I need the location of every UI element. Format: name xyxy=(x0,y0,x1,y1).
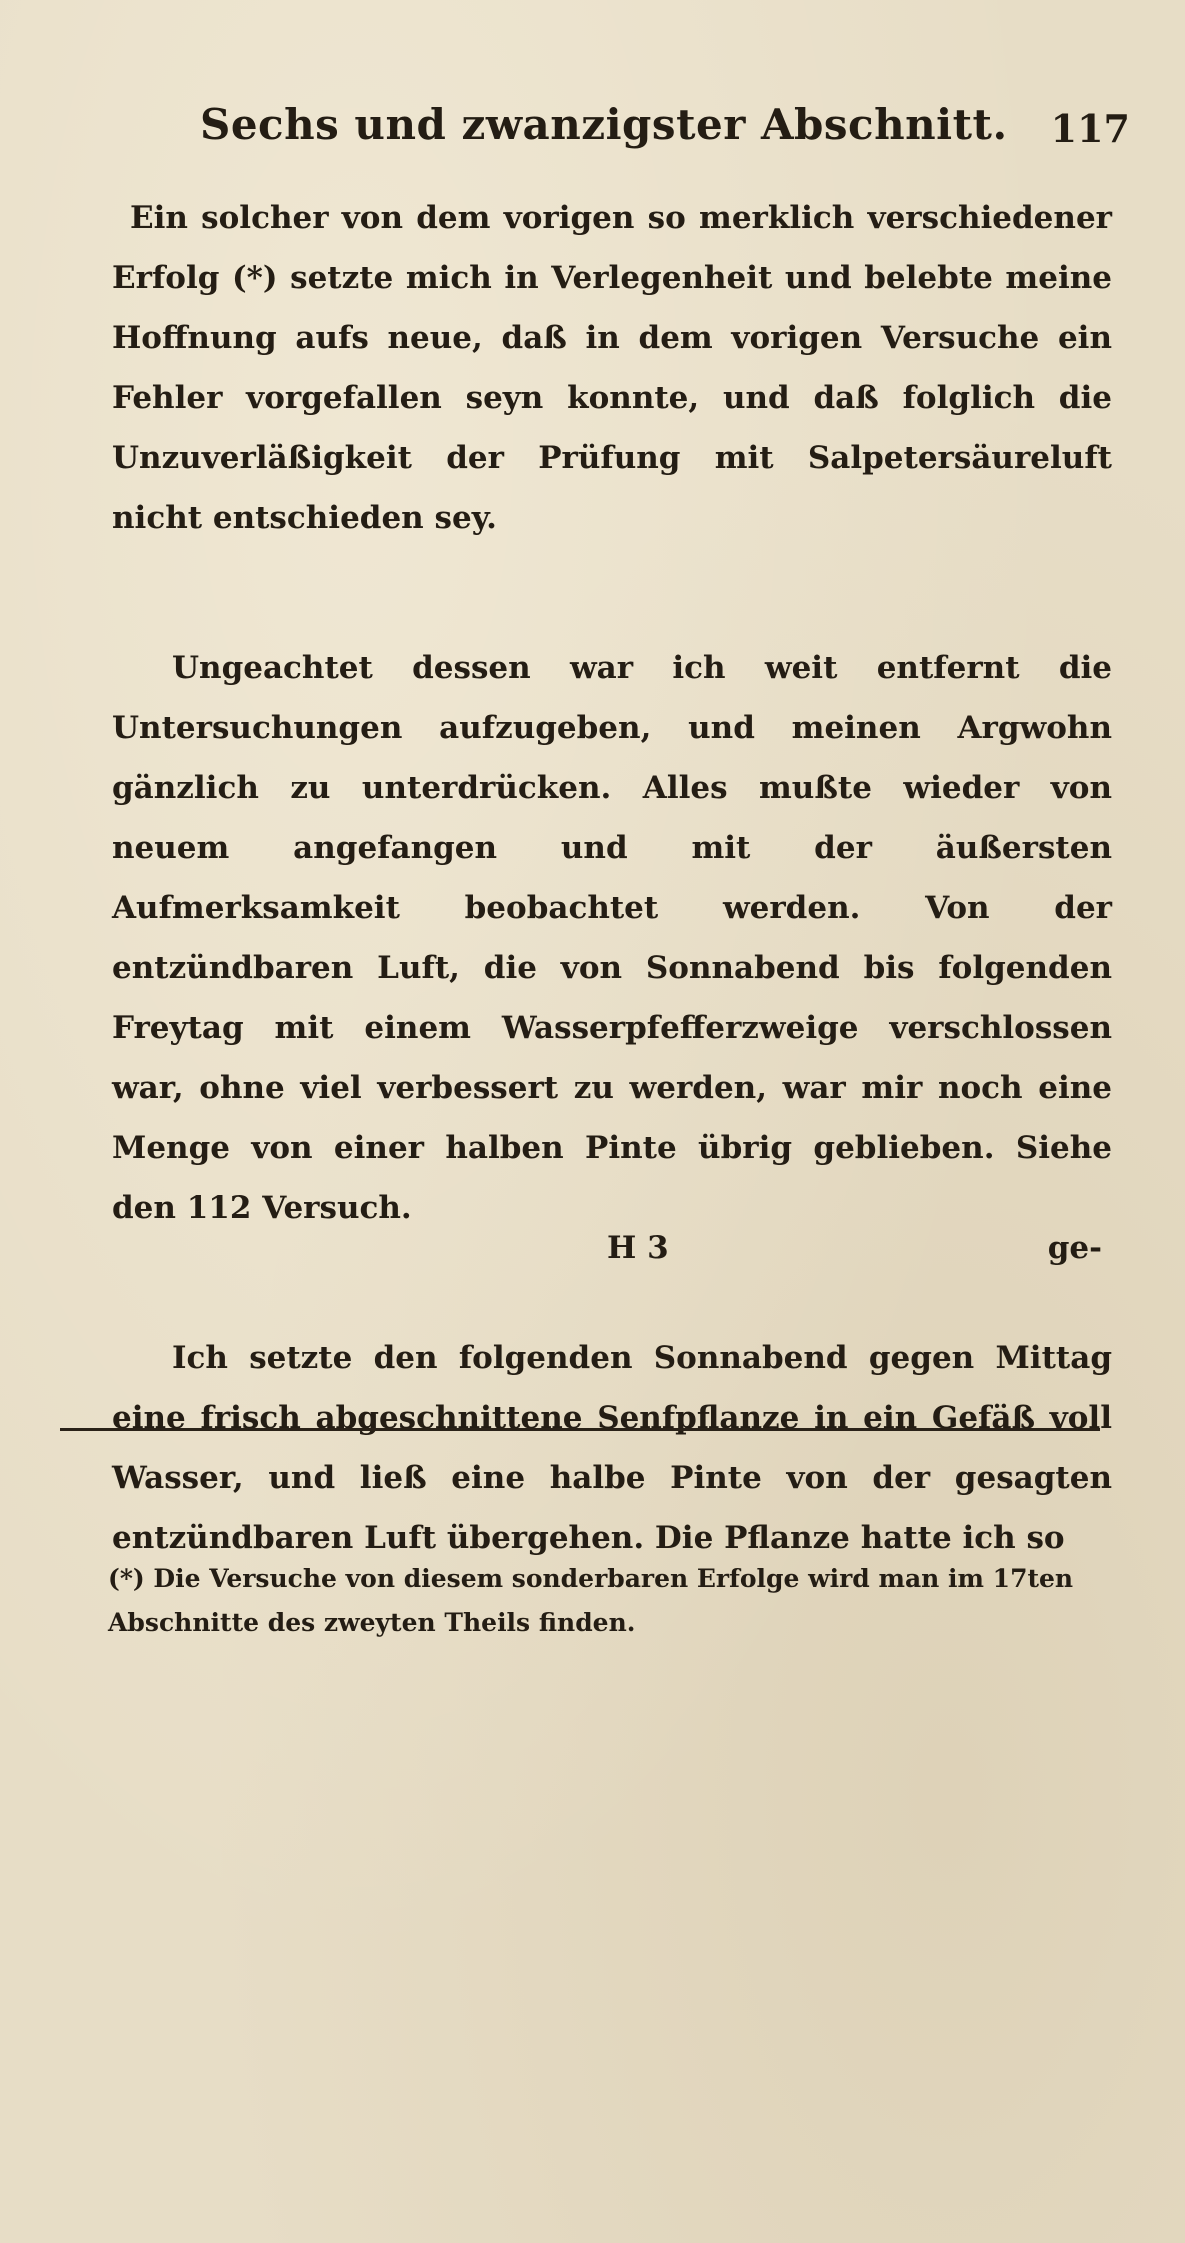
page-footer xyxy=(112,1230,1112,1280)
paragraph-1: Ein solcher von dem vorigen so merklich verschiedener Erfolg (*) setzte mich in Verlegenheit und belebte meine Hoffnung aufs neue, daß in dem vorigen Versuche ein Fehler vorgefallen seyn konnte, und daß folglich die Unzuverläßigkeit der Prüfung mit Salpetersäureluft nicht entschieden sey. xyxy=(112,200,1112,536)
page-header xyxy=(200,100,1130,160)
paragraph-3: Ich setzte den folgenden Sonnabend gegen Mittag eine frisch abgeschnittene Senfpflanze in ein Gefäß voll Wasser, und ließ eine halbe Pinte von der gesagten entzündbaren Luft übergehen. Die Pflanze hatte ich so xyxy=(112,1340,1112,1556)
paragraph-2: Ungeachtet dessen war ich weit entfernt die Untersuchungen aufzugeben, und meinen Argwohn gänzlich zu unterdrücken. Alles mußte wieder von neuem angefangen und mit der äußersten Aufmerksamkeit beobachtet werden. Von der entzündbaren Luft, die von Sonnabend bis folgenden Freytag mit einem Wasserpfefferzweige verschlossen war, ohne viel verbessert zu werden, war mir noch eine Menge von einer halben Pinte übrig geblieben. Siehe den 112 Versuch. xyxy=(112,650,1112,1226)
footnote: (*) Die Versuche von diesem sonderbaren Erfolge wird man im 17ten Abschnitte des zweyten Theils finden. xyxy=(108,1564,1074,1637)
running-head: Sechs und zwanzigster Abschnitt. xyxy=(200,100,1008,149)
catchword: ge- xyxy=(1047,1230,1102,1266)
main-text xyxy=(112,188,1112,1568)
page-number: 117 xyxy=(1050,106,1130,151)
signature-mark: H 3 xyxy=(607,1230,669,1266)
footnote-divider xyxy=(60,1428,1100,1431)
